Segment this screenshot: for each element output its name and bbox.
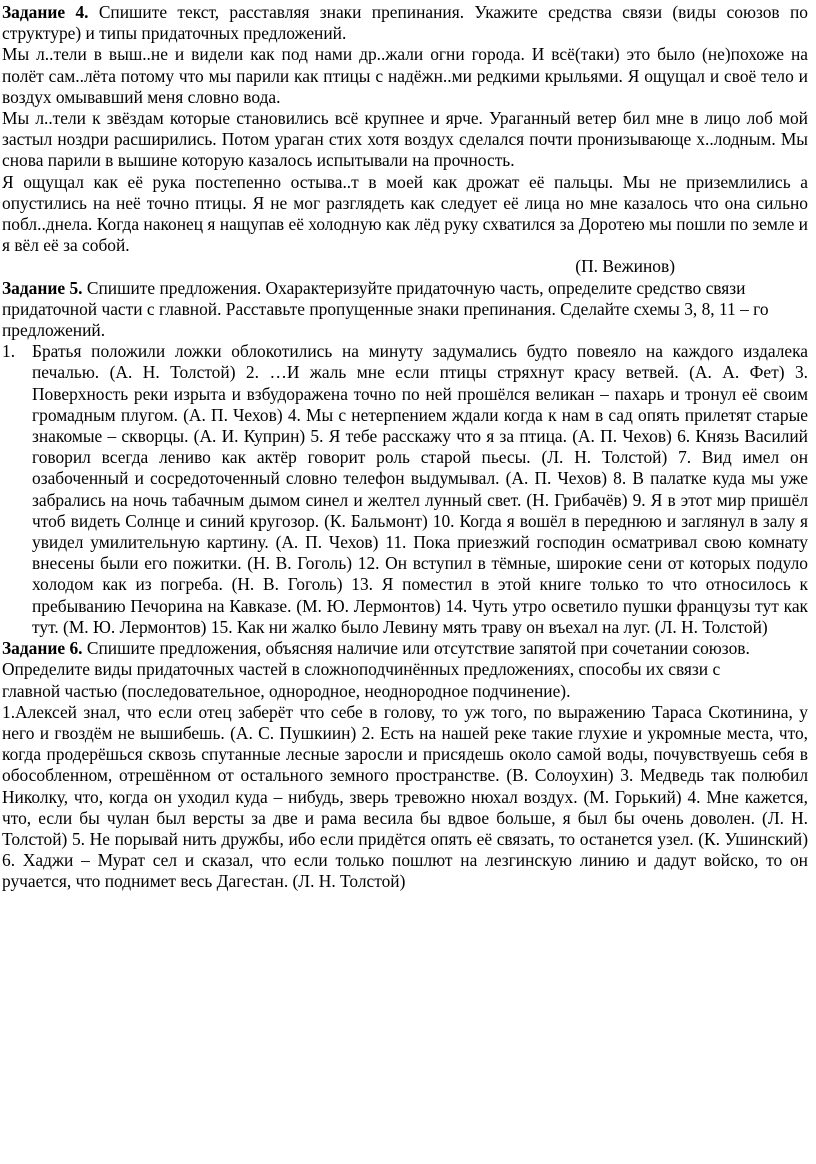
task4-author: (П. Вежинов) xyxy=(575,256,675,277)
task4-label: Задание 4. xyxy=(2,2,89,22)
task5-sentences: Братья положили ложки облокотились на минуту задумались будто повеяло на каждого издалека печалью. (А. Н. Толстой) 2. …И жаль мне если птицы стряхнут красу ветвей. (А. А. Фет) 3. Поверхность реки изрыта и взбудоражена точно по ней прошёлся великан – пахарь и тронул её своим громадным плугом. (А. П. Чехов) 4. Мы с нетерпением ждали когда к нам в сад опять прилетят старые знакомые – скворцы. (А. И. Куприн) 5. Я тебе расскажу что я за птица. (А. П. Чехов) 6. Князь Василий говорил всегда лениво как актёр говорит роль старой пьесы. (Л. Н. Толстой) 7. Вид имел он озабоченный и сосредоточенный словно телефон выдумывал. (А. П. Чехов) 8. В палатке куда мы уже забрались на ночь табачным дымом синел и желтел лунный свет. (Н. Грибачёв) 9. Я в этот мир пришёл чтоб видеть Солнце и синий кругозор. (К. Бальмонт) 10. Когда я вошёл в переднюю и заглянул в залу я увидел умилительную картину. (А. П. Чехов) 11. Пока приезжий господин осматривал свою комнату внесены были его пожитки. (Н. В. Гоголь) 12. Он вступил в тёмные, широкие сени от которых подуло холодом как из погреба. (Н. В. Гоголь) 13. Я поместил в этой книге только то что относилось к пребыванию Печорина на Кавказе. (М. Ю. Лермонтов) 14. Чуть утро осветило пушки французы тут как тут. (М. Ю. Лермонтов) 15. Как ни жалко было Левину мять траву он въехал на луг. (Л. Н. Толстой) xyxy=(32,341,808,637)
task5-instruction: Спишите предложения. Охарактеризуйте придаточную часть, определите средство связи придаточной части с главной. Расставьте пропущенные знаки препинания. Сделайте схемы 3, 8, 11 – го предложений. xyxy=(2,277,769,341)
task4-heading xyxy=(2,2,808,44)
task6-sentences: 1.Алексей знал, что если отец заберёт что себе в голову, то уж того, по выражению Тараса Скотинина, у него и гвоздём не вышибешь. (А. С. Пушкиин) 2. Есть на нашей реке такие глухие и укромные места, что, когда продерёшься сквозь спутанные лесные заросли и присядешь около самой воды, почувствуешь себя в обособленном, отрешённом от остального земного пространстве. (В. Солоухин) 3. Медведь так полюбил Николку, что, когда он уходил куда – нибудь, зверь тревожно нюхал воздух. (М. Горький) 4. Мне кажется, что, если бы чулан был версты за две и рама весила бы вдвое больше, я был бы очень доволен. (Л. Н. Толстой) 5. Не порывай нить дружбы, ибо если придётся опять её связать, то останется узел. (К. Ушинский) 6. Хаджи – Мурат сел и сказал, что если только пошлют на лезгинскую линию и дадут войско, то он ручается, что поднимет весь Дагестан. (Л. Н. Толстой) xyxy=(2,701,808,892)
task4-paragraph-1: Мы л..тели в выш..не и видели как под нами др..жали огни города. И всё(таки) это было (не)похоже на полёт сам..лёта потому что мы парили как птицы с надёжн..ми редкими крыльями. Я ощущал и своё тело и воздух омывавший меня словно вода. xyxy=(2,44,808,107)
task4-paragraph-3: Я ощущал как её рука постепенно остыва..т в моей как дрожат её пальцы. Мы не приземлились а опустились на неё точно птицы. Я не мог разглядеть как следует её лица но мне казалось что она сильно побл..днела. Когда наконец я нащупав её холодную как лёд руку схватился за Доротею мы пошли по земле и я вёл её за собой. xyxy=(2,171,808,256)
task6-heading xyxy=(2,638,808,702)
task5-heading xyxy=(2,278,808,342)
task6-instruction: Спишите предложения, объясняя наличие или отсутствие запятой при сочетании союзов. Определите виды придаточных частей в сложноподчинённых предложениях, способы их связи с главной частью (последовательное, однородное, неоднородное подчинение). xyxy=(2,638,750,701)
task5-list-number: 1. xyxy=(2,341,16,362)
task6-label: Задание 6. xyxy=(2,638,83,659)
task4-paragraph-2: Мы л..тели к звёздам которые становились всё крупнее и ярче. Ураганный ветер бил мне в лицо лоб мой застыл ноздри расширились. Потом ураган стих хотя воздух сделался почти пронизывающе х..лодным. Мы снова парили в вышине которую казалось испытывали на прочность. xyxy=(2,108,808,171)
task5-label: Задание 5. xyxy=(2,277,83,298)
task4-instruction: Спишите текст, расставляя знаки препинания. Укажите средства связи (виды союзов по структуре) и типы придаточных предложений. xyxy=(2,2,808,44)
task5-list xyxy=(2,341,808,638)
